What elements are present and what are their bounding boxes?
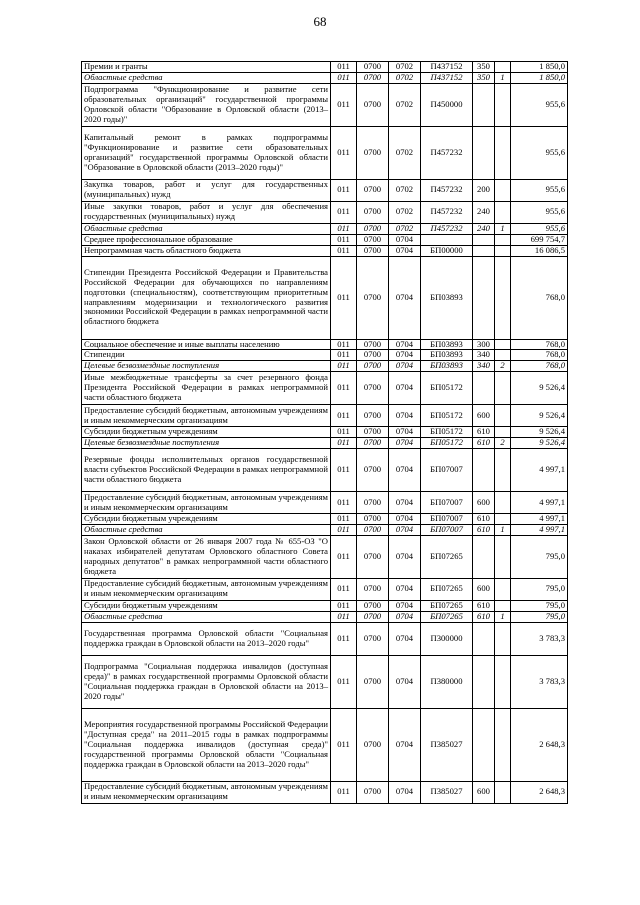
ministry-code-cell: 011 <box>331 201 357 223</box>
section-code-cell: 0700 <box>357 350 389 361</box>
row-name-cell: Областные средства <box>82 524 331 535</box>
table-row <box>82 524 568 535</box>
target-article-cell: БП03893 <box>421 350 473 361</box>
section-code-cell: 0700 <box>357 339 389 350</box>
target-article-cell: БП05172 <box>421 372 473 405</box>
section-code-cell: 0700 <box>357 201 389 223</box>
expense-type-cell: 340 <box>473 350 495 361</box>
table-row <box>82 179 568 201</box>
funding-source-cell <box>495 427 511 438</box>
row-name-cell: Стипендии <box>82 350 331 361</box>
section-code-cell: 0700 <box>357 126 389 179</box>
row-name-cell: Субсидии бюджетным учреждениям <box>82 514 331 525</box>
ministry-code-cell: 011 <box>331 655 357 708</box>
subsection-code-cell: 0704 <box>389 514 421 525</box>
ministry-code-cell: 011 <box>331 708 357 781</box>
subsection-code-cell: 0704 <box>389 372 421 405</box>
target-article-cell <box>421 234 473 245</box>
row-name-cell: Предоставление субсидий бюджетным, автономным учреждениям и иным некоммерческим организациям <box>82 492 331 514</box>
amount-cell: 795,0 <box>511 611 568 622</box>
row-name-cell: Среднее профессиональное образование <box>82 234 331 245</box>
amount-cell: 955,6 <box>511 201 568 223</box>
funding-source-cell <box>495 234 511 245</box>
funding-source-cell: 2 <box>495 438 511 449</box>
expense-type-cell: 600 <box>473 781 495 803</box>
target-article-cell: БП07007 <box>421 449 473 492</box>
ministry-code-cell: 011 <box>331 578 357 600</box>
table-row <box>82 781 568 803</box>
amount-cell: 1 850,0 <box>511 72 568 83</box>
ministry-code-cell: 011 <box>331 350 357 361</box>
subsection-code-cell: 0702 <box>389 83 421 126</box>
expense-type-cell <box>473 622 495 655</box>
section-code-cell: 0700 <box>357 524 389 535</box>
amount-cell: 16 086,5 <box>511 245 568 256</box>
section-code-cell: 0700 <box>357 600 389 611</box>
ministry-code-cell: 011 <box>331 427 357 438</box>
table-row <box>82 427 568 438</box>
expense-type-cell: 600 <box>473 405 495 427</box>
amount-cell: 795,0 <box>511 535 568 578</box>
funding-source-cell <box>495 449 511 492</box>
subsection-code-cell: 0702 <box>389 201 421 223</box>
amount-cell: 9 526,4 <box>511 427 568 438</box>
amount-cell: 955,6 <box>511 126 568 179</box>
row-name-cell: Целевые безвозмездные поступления <box>82 361 331 372</box>
subsection-code-cell: 0704 <box>389 535 421 578</box>
table-row <box>82 62 568 73</box>
expense-type-cell <box>473 708 495 781</box>
subsection-code-cell: 0704 <box>389 578 421 600</box>
table-row <box>82 708 568 781</box>
table-row <box>82 201 568 223</box>
amount-cell: 955,6 <box>511 223 568 234</box>
table-row <box>82 256 568 339</box>
target-article-cell: П437152 <box>421 62 473 73</box>
row-name-cell: Подпрограмма "Социальная поддержка инвалидов (доступная среда)" в рамках государственной программы Орловской области "Социальная поддержка граждан в Орловской области на 2013–2020 годы" <box>82 655 331 708</box>
amount-cell: 2 648,3 <box>511 708 568 781</box>
ministry-code-cell: 011 <box>331 781 357 803</box>
expense-type-cell: 600 <box>473 492 495 514</box>
amount-cell: 699 754,7 <box>511 234 568 245</box>
target-article-cell: БП00000 <box>421 245 473 256</box>
row-name-cell: Областные средства <box>82 72 331 83</box>
section-code-cell: 0700 <box>357 372 389 405</box>
table-row <box>82 223 568 234</box>
funding-source-cell <box>495 405 511 427</box>
table-row <box>82 126 568 179</box>
subsection-code-cell: 0704 <box>389 449 421 492</box>
table-row <box>82 405 568 427</box>
subsection-code-cell: 0704 <box>389 427 421 438</box>
target-article-cell: П457232 <box>421 179 473 201</box>
ministry-code-cell: 011 <box>331 524 357 535</box>
expense-type-cell <box>473 234 495 245</box>
ministry-code-cell: 011 <box>331 83 357 126</box>
page-number: 68 <box>313 14 327 29</box>
amount-cell: 955,6 <box>511 83 568 126</box>
ministry-code-cell: 011 <box>331 405 357 427</box>
ministry-code-cell: 011 <box>331 372 357 405</box>
amount-cell: 4 997,1 <box>511 514 568 525</box>
target-article-cell: БП07265 <box>421 578 473 600</box>
subsection-code-cell: 0702 <box>389 72 421 83</box>
subsection-code-cell: 0704 <box>389 405 421 427</box>
subsection-code-cell: 0704 <box>389 438 421 449</box>
funding-source-cell: 1 <box>495 223 511 234</box>
expense-type-cell: 300 <box>473 339 495 350</box>
section-code-cell: 0700 <box>357 223 389 234</box>
ministry-code-cell: 011 <box>331 179 357 201</box>
section-code-cell: 0700 <box>357 708 389 781</box>
subsection-code-cell: 0702 <box>389 223 421 234</box>
table-row <box>82 492 568 514</box>
target-article-cell: БП03893 <box>421 339 473 350</box>
row-name-cell: Иные закупки товаров, работ и услуг для обеспечения государственных (муниципальных) нужд <box>82 201 331 223</box>
table-row <box>82 83 568 126</box>
expense-type-cell <box>473 655 495 708</box>
section-code-cell: 0700 <box>357 492 389 514</box>
expense-type-cell <box>473 535 495 578</box>
funding-source-cell <box>495 622 511 655</box>
target-article-cell: П385027 <box>421 708 473 781</box>
amount-cell: 768,0 <box>511 361 568 372</box>
expense-type-cell: 610 <box>473 611 495 622</box>
expense-type-cell: 200 <box>473 179 495 201</box>
table-row <box>82 600 568 611</box>
ministry-code-cell: 011 <box>331 223 357 234</box>
table-row <box>82 245 568 256</box>
table-row <box>82 350 568 361</box>
expense-type-cell <box>473 83 495 126</box>
funding-source-cell <box>495 655 511 708</box>
row-name-cell: Закупка товаров, работ и услуг для государственных (муниципальных) нужд <box>82 179 331 201</box>
table-row <box>82 611 568 622</box>
expense-type-cell <box>473 126 495 179</box>
target-article-cell: БП05172 <box>421 405 473 427</box>
table-row <box>82 234 568 245</box>
expense-type-cell: 610 <box>473 427 495 438</box>
ministry-code-cell: 011 <box>331 339 357 350</box>
amount-cell: 2 648,3 <box>511 781 568 803</box>
ministry-code-cell: 011 <box>331 62 357 73</box>
subsection-code-cell: 0704 <box>389 600 421 611</box>
amount-cell: 9 526,4 <box>511 438 568 449</box>
amount-cell: 9 526,4 <box>511 405 568 427</box>
ministry-code-cell: 011 <box>331 600 357 611</box>
target-article-cell: БП07007 <box>421 524 473 535</box>
section-code-cell: 0700 <box>357 361 389 372</box>
row-name-cell: Областные средства <box>82 223 331 234</box>
row-name-cell: Целевые безвозмездные поступления <box>82 438 331 449</box>
funding-source-cell <box>495 201 511 223</box>
section-code-cell: 0700 <box>357 438 389 449</box>
expense-type-cell: 610 <box>473 438 495 449</box>
expense-type-cell <box>473 256 495 339</box>
row-name-cell: Стипендии Президента Российской Федерации и Правительства Российской Федерации для обучающихся по направлениям подготовки (специальностям), соответствующим приоритетным направлениям модернизации и технологического развития экономики Российской Федерации в рамках непрограммной части областного бюджета <box>82 256 331 339</box>
ministry-code-cell: 011 <box>331 245 357 256</box>
target-article-cell: БП05172 <box>421 438 473 449</box>
row-name-cell: Субсидии бюджетным учреждениям <box>82 600 331 611</box>
expense-type-cell: 350 <box>473 62 495 73</box>
expense-type-cell: 610 <box>473 524 495 535</box>
target-article-cell: П450000 <box>421 83 473 126</box>
subsection-code-cell: 0704 <box>389 622 421 655</box>
funding-source-cell <box>495 179 511 201</box>
section-code-cell: 0700 <box>357 578 389 600</box>
expense-type-cell: 610 <box>473 600 495 611</box>
funding-source-cell <box>495 372 511 405</box>
expense-type-cell <box>473 449 495 492</box>
subsection-code-cell: 0702 <box>389 126 421 179</box>
row-name-cell: Предоставление субсидий бюджетным, автономным учреждениям и иным некоммерческим организациям <box>82 781 331 803</box>
target-article-cell: БП07265 <box>421 535 473 578</box>
subsection-code-cell: 0704 <box>389 524 421 535</box>
table-row <box>82 72 568 83</box>
section-code-cell: 0700 <box>357 611 389 622</box>
ministry-code-cell: 011 <box>331 492 357 514</box>
target-article-cell: БП03893 <box>421 256 473 339</box>
amount-cell: 768,0 <box>511 339 568 350</box>
ministry-code-cell: 011 <box>331 514 357 525</box>
amount-cell: 1 850,0 <box>511 62 568 73</box>
table-row <box>82 655 568 708</box>
subsection-code-cell: 0704 <box>389 655 421 708</box>
ministry-code-cell: 011 <box>331 622 357 655</box>
table-row <box>82 438 568 449</box>
section-code-cell: 0700 <box>357 234 389 245</box>
target-article-cell: П300000 <box>421 622 473 655</box>
row-name-cell: Капитальный ремонт в рамках подпрограммы "Функционирование и развитие сети образовательных организаций" государственной программы Орловской области "Образование в Орловской области (2013–2020 годы)" <box>82 126 331 179</box>
section-code-cell: 0700 <box>357 256 389 339</box>
subsection-code-cell: 0704 <box>389 339 421 350</box>
target-article-cell: БП07265 <box>421 600 473 611</box>
subsection-code-cell: 0704 <box>389 611 421 622</box>
funding-source-cell: 1 <box>495 611 511 622</box>
target-article-cell: БП05172 <box>421 427 473 438</box>
section-code-cell: 0700 <box>357 449 389 492</box>
funding-source-cell: 2 <box>495 361 511 372</box>
ministry-code-cell: 011 <box>331 234 357 245</box>
expense-type-cell <box>473 245 495 256</box>
row-name-cell: Закон Орловской области от 26 января 2007 года № 655-ОЗ "О наказах избирателей депутатам Орловского областного Совета народных депутатов" в рамках непрограммной части областного бюджета <box>82 535 331 578</box>
ministry-code-cell: 011 <box>331 535 357 578</box>
amount-cell: 4 997,1 <box>511 524 568 535</box>
section-code-cell: 0700 <box>357 179 389 201</box>
target-article-cell: БП07265 <box>421 611 473 622</box>
ministry-code-cell: 011 <box>331 126 357 179</box>
ministry-code-cell: 011 <box>331 438 357 449</box>
target-article-cell: П385027 <box>421 781 473 803</box>
section-code-cell: 0700 <box>357 405 389 427</box>
expense-type-cell: 340 <box>473 361 495 372</box>
target-article-cell: П457232 <box>421 126 473 179</box>
row-name-cell: Резервные фонды исполнительных органов государственной власти субъектов Российской Федерации в рамках непрограммной части областного бюджета <box>82 449 331 492</box>
ministry-code-cell: 011 <box>331 72 357 83</box>
section-code-cell: 0700 <box>357 83 389 126</box>
amount-cell: 3 783,3 <box>511 655 568 708</box>
section-code-cell: 0700 <box>357 72 389 83</box>
table-row <box>82 339 568 350</box>
funding-source-cell <box>495 535 511 578</box>
funding-source-cell <box>495 578 511 600</box>
row-name-cell: Премии и гранты <box>82 62 331 73</box>
funding-source-cell <box>495 256 511 339</box>
table-row <box>82 514 568 525</box>
ministry-code-cell: 011 <box>331 611 357 622</box>
amount-cell: 4 997,1 <box>511 449 568 492</box>
row-name-cell: Предоставление субсидий бюджетным, автономным учреждениям и иным некоммерческим организациям <box>82 405 331 427</box>
target-article-cell: БП07007 <box>421 514 473 525</box>
target-article-cell: БП03893 <box>421 361 473 372</box>
subsection-code-cell: 0704 <box>389 256 421 339</box>
subsection-code-cell: 0704 <box>389 708 421 781</box>
amount-cell: 4 997,1 <box>511 492 568 514</box>
funding-source-cell <box>495 245 511 256</box>
ministry-code-cell: 011 <box>331 361 357 372</box>
funding-source-cell: 1 <box>495 524 511 535</box>
subsection-code-cell: 0702 <box>389 179 421 201</box>
funding-source-cell <box>495 62 511 73</box>
expense-type-cell: 240 <box>473 201 495 223</box>
funding-source-cell <box>495 600 511 611</box>
row-name-cell: Иные межбюджетные трансферты за счет резервного фонда Президента Российской Федерации в рамках непрограммной части областного бюджета <box>82 372 331 405</box>
expense-type-cell <box>473 372 495 405</box>
amount-cell: 3 783,3 <box>511 622 568 655</box>
target-article-cell: П380000 <box>421 655 473 708</box>
amount-cell: 768,0 <box>511 350 568 361</box>
row-name-cell: Областные средства <box>82 611 331 622</box>
table-row <box>82 361 568 372</box>
funding-source-cell <box>495 83 511 126</box>
table-row <box>82 535 568 578</box>
table-row <box>82 622 568 655</box>
expense-type-cell: 350 <box>473 72 495 83</box>
subsection-code-cell: 0702 <box>389 62 421 73</box>
funding-source-cell: 1 <box>495 72 511 83</box>
subsection-code-cell: 0704 <box>389 234 421 245</box>
funding-source-cell <box>495 350 511 361</box>
subsection-code-cell: 0704 <box>389 361 421 372</box>
target-article-cell: П437152 <box>421 72 473 83</box>
row-name-cell: Субсидии бюджетным учреждениям <box>82 427 331 438</box>
amount-cell: 955,6 <box>511 179 568 201</box>
row-name-cell: Мероприятия государственной программы Российской Федерации "Доступная среда" на 2011–2015 годы в рамках подпрограммы "Социальная поддержка инвалидов (доступная среда)" государственной программы Орловской области "Социальная поддержка граждан в Орловской области на 2013–2020 годы" <box>82 708 331 781</box>
funding-source-cell <box>495 708 511 781</box>
table-row <box>82 449 568 492</box>
expense-type-cell: 600 <box>473 578 495 600</box>
row-name-cell: Государственная программа Орловской области "Социальная поддержка граждан в Орловской области на 2013–2020 годы" <box>82 622 331 655</box>
funding-source-cell <box>495 514 511 525</box>
ministry-code-cell: 011 <box>331 256 357 339</box>
row-name-cell: Предоставление субсидий бюджетным, автономным учреждениям и иным некоммерческим организациям <box>82 578 331 600</box>
amount-cell: 795,0 <box>511 578 568 600</box>
row-name-cell: Социальное обеспечение и иные выплаты населению <box>82 339 331 350</box>
amount-cell: 768,0 <box>511 256 568 339</box>
target-article-cell: П457232 <box>421 223 473 234</box>
table-row <box>82 578 568 600</box>
section-code-cell: 0700 <box>357 781 389 803</box>
expense-type-cell: 240 <box>473 223 495 234</box>
subsection-code-cell: 0704 <box>389 492 421 514</box>
amount-cell: 9 526,4 <box>511 372 568 405</box>
amount-cell: 795,0 <box>511 600 568 611</box>
ministry-code-cell: 011 <box>331 449 357 492</box>
expense-type-cell: 610 <box>473 514 495 525</box>
section-code-cell: 0700 <box>357 514 389 525</box>
target-article-cell: БП07007 <box>421 492 473 514</box>
funding-source-cell <box>495 492 511 514</box>
section-code-cell: 0700 <box>357 245 389 256</box>
table-row <box>82 372 568 405</box>
subsection-code-cell: 0704 <box>389 350 421 361</box>
funding-source-cell <box>495 781 511 803</box>
subsection-code-cell: 0704 <box>389 781 421 803</box>
budget-table <box>81 61 568 804</box>
section-code-cell: 0700 <box>357 655 389 708</box>
section-code-cell: 0700 <box>357 535 389 578</box>
funding-source-cell <box>495 126 511 179</box>
subsection-code-cell: 0704 <box>389 245 421 256</box>
row-name-cell: Подпрограмма "Функционирование и развитие сети образовательных организаций" государственной программы Орловской области "Образование в Орловской области (2013–2020 годы)" <box>82 83 331 126</box>
section-code-cell: 0700 <box>357 622 389 655</box>
funding-source-cell <box>495 339 511 350</box>
target-article-cell: П457232 <box>421 201 473 223</box>
section-code-cell: 0700 <box>357 427 389 438</box>
section-code-cell: 0700 <box>357 62 389 73</box>
row-name-cell: Непрограммная часть областного бюджета <box>82 245 331 256</box>
